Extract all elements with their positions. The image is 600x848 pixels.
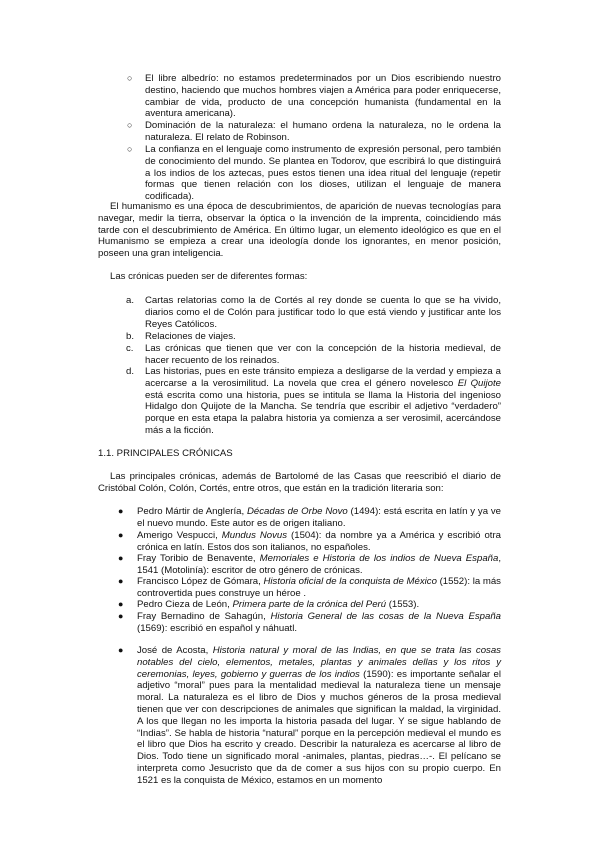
author: Pedro Mártir de Anglería, <box>137 506 247 517</box>
list-item <box>145 366 501 437</box>
work-title: Historia natural y moral de las Indias, en que se trata las cosas notables del cielo, elementos, metales, plantas y animales dellas y los ritos y ceremonias, leyes, gobierno y guerras de los indios <box>137 645 501 680</box>
item-text: (1504): da nombre ya a América y escribió otra crónica en latín. Estos dos son italianos, no españoles. <box>137 530 501 553</box>
author: Pedro Cieza de León, <box>137 599 233 610</box>
list-item <box>137 576 501 600</box>
item-text: (1569): escribió en español y náhuatl. <box>137 622 297 634</box>
item-text: , 1541 (Motolinía): escritor de otro género de crónicas. <box>137 553 501 576</box>
work-title: Historia General de las cosas de la Nueva España <box>270 611 501 622</box>
section-heading: 1.1. PRINCIPALES CRÓNICAS <box>98 448 233 459</box>
list-item <box>137 506 501 530</box>
list-marker: c. <box>126 343 134 354</box>
work-title: Primera parte de la crónica del Perú <box>232 599 387 610</box>
list-item: Cartas relatorias como la de Cortés al rey donde se cuenta lo que se ha vivido, diarios como el de Colón para justificar todo lo que está viendo y justificar ante los Reyes Católicos. <box>145 295 501 330</box>
author: Fray Toribio de Benavente, <box>137 553 260 564</box>
open-bullet-icon: ○ <box>127 120 133 130</box>
paragraph-principales: Las principales crónicas, además de Bartolomé de las Casas que reescribió el diario de Cristóbal Colón, Colón, Cortés, entre otros, que están en la tradición literaria son: <box>98 471 501 494</box>
list-item: La confianza en el lenguaje como instrumento de expresión personal, pero también de conocimiento del mundo. Se plantea en Todorov, que escribirá lo que distinguirá a los indios de los aztecas, pues estos tienen una idea ritual del lenguaje (repetir formas que tienen relación con los dioses, utilizan el lenguaje de manera codificada). <box>145 144 501 203</box>
author: Fray Bernadino de Sahagún, <box>137 611 271 622</box>
item-text: (1553). <box>386 599 420 610</box>
list-marker: d. <box>126 366 135 377</box>
author: José de Acosta, <box>137 645 213 656</box>
item-text: (1590): es importante señalar el adjetivo “moral” pues para la mentalidad medieval la naturaleza tiene un mensaje moral. La naturaleza es el libro de Dios y muchos géneros de la prosa medieval tienen que ver con descripciones de animales que significan la maldad, la virginidad. A los que llegan no les importa la historia pasada del lugar. Y se sigue hablando de “Indias”. Se habla de historia “natural” porque en la percepción medieval el mundo es el libro que Dios ha escrito y creado. Describir la naturaleza es acercarse al libro de Dios. Todo tiene un significado moral -animales, plantas, piedras…-. El pelícano se interpreta como Jesucristo que da de comer a sus hijos con su propio cuerpo. En 1521 es la conquista de México, estamos en un momento <box>137 668 501 786</box>
solid-bullet-icon: ● <box>118 611 124 621</box>
item-text: Las historias, pues en este tránsito empieza a desligarse de la verdad y empieza a acercarse a la verosimilitud. La novela que crea el género novelesco <box>145 366 501 389</box>
work-title: El Quijote <box>457 377 501 389</box>
list-item <box>137 611 501 635</box>
work-title: Memoriales e Historia de los indios de Nueva España <box>259 553 499 564</box>
solid-bullet-icon: ● <box>118 645 124 655</box>
list-item <box>137 553 501 577</box>
author: Francisco López de Gómara, <box>137 576 264 587</box>
item-text: está escrita como una historia, pues se intitula se llama la Historia del ingenioso Hidalgo don Quijote de la Mancha. Se tendría que escribir el adjetivo “verdadero” porque en esta etapa la palabra historia ya comienza a ser verosimil, acercándose más a la ficción. <box>145 389 501 436</box>
list-item: Relaciones de viajes. <box>145 331 236 342</box>
list-item <box>137 599 501 611</box>
list-item: El libre albedrío: no estamos predeterminados por un Dios escribiendo nuestro destino, haciendo que muchos hombres viajen a América para poder enriquecerse, cambiar de vida, producto de una concepción humanista (fundamental en la aventura americana). <box>145 73 501 120</box>
work-title: Mundus Novus <box>221 530 288 541</box>
list-item-acosta <box>137 645 501 787</box>
solid-bullet-icon: ● <box>118 599 124 609</box>
work-title: Décadas de Orbe Novo <box>246 506 348 517</box>
work-title: Historia oficial de la conquista de México <box>263 576 437 587</box>
paragraph-formas: Las crónicas pueden ser de diferentes formas: <box>110 271 308 282</box>
solid-bullet-icon: ● <box>118 530 124 540</box>
open-bullet-icon: ○ <box>127 73 133 83</box>
list-marker: b. <box>126 331 135 342</box>
item-text: (1552): la más controvertida pues construye un héroe . <box>137 576 501 599</box>
list-item <box>137 530 501 554</box>
open-bullet-icon: ○ <box>127 144 133 154</box>
list-item: Dominación de la naturaleza: el humano ordena la naturaleza, no le ordena la naturaleza. El relato de Robinson. <box>145 120 501 143</box>
list-item: Las crónicas que tienen que ver con la concepción de la historia medieval, de hacer recuento de los reinados. <box>145 343 501 366</box>
solid-bullet-icon: ● <box>118 576 124 586</box>
list-marker: a. <box>126 295 135 306</box>
solid-bullet-icon: ● <box>118 553 124 563</box>
solid-bullet-icon: ● <box>118 506 124 516</box>
author: Amerigo Vespucci, <box>137 530 222 541</box>
item-text: (1494): está escrita en latín y ya ve el nuevo mundo. Este autor es de origen italiano. <box>137 506 501 529</box>
paragraph-humanismo: El humanismo es una época de descubrimientos, de aparición de nuevas tecnologías para navegar, medir la tierra, observar la óptica o la invención de la imprenta, coincidiendo más tarde con el descubrimiento de América. En último lugar, un elemento ideológico es que en el Humanismo se empieza a crear una ideología donde los ignorantes, en menor posición, poseen una gran inteligencia. <box>98 201 501 260</box>
